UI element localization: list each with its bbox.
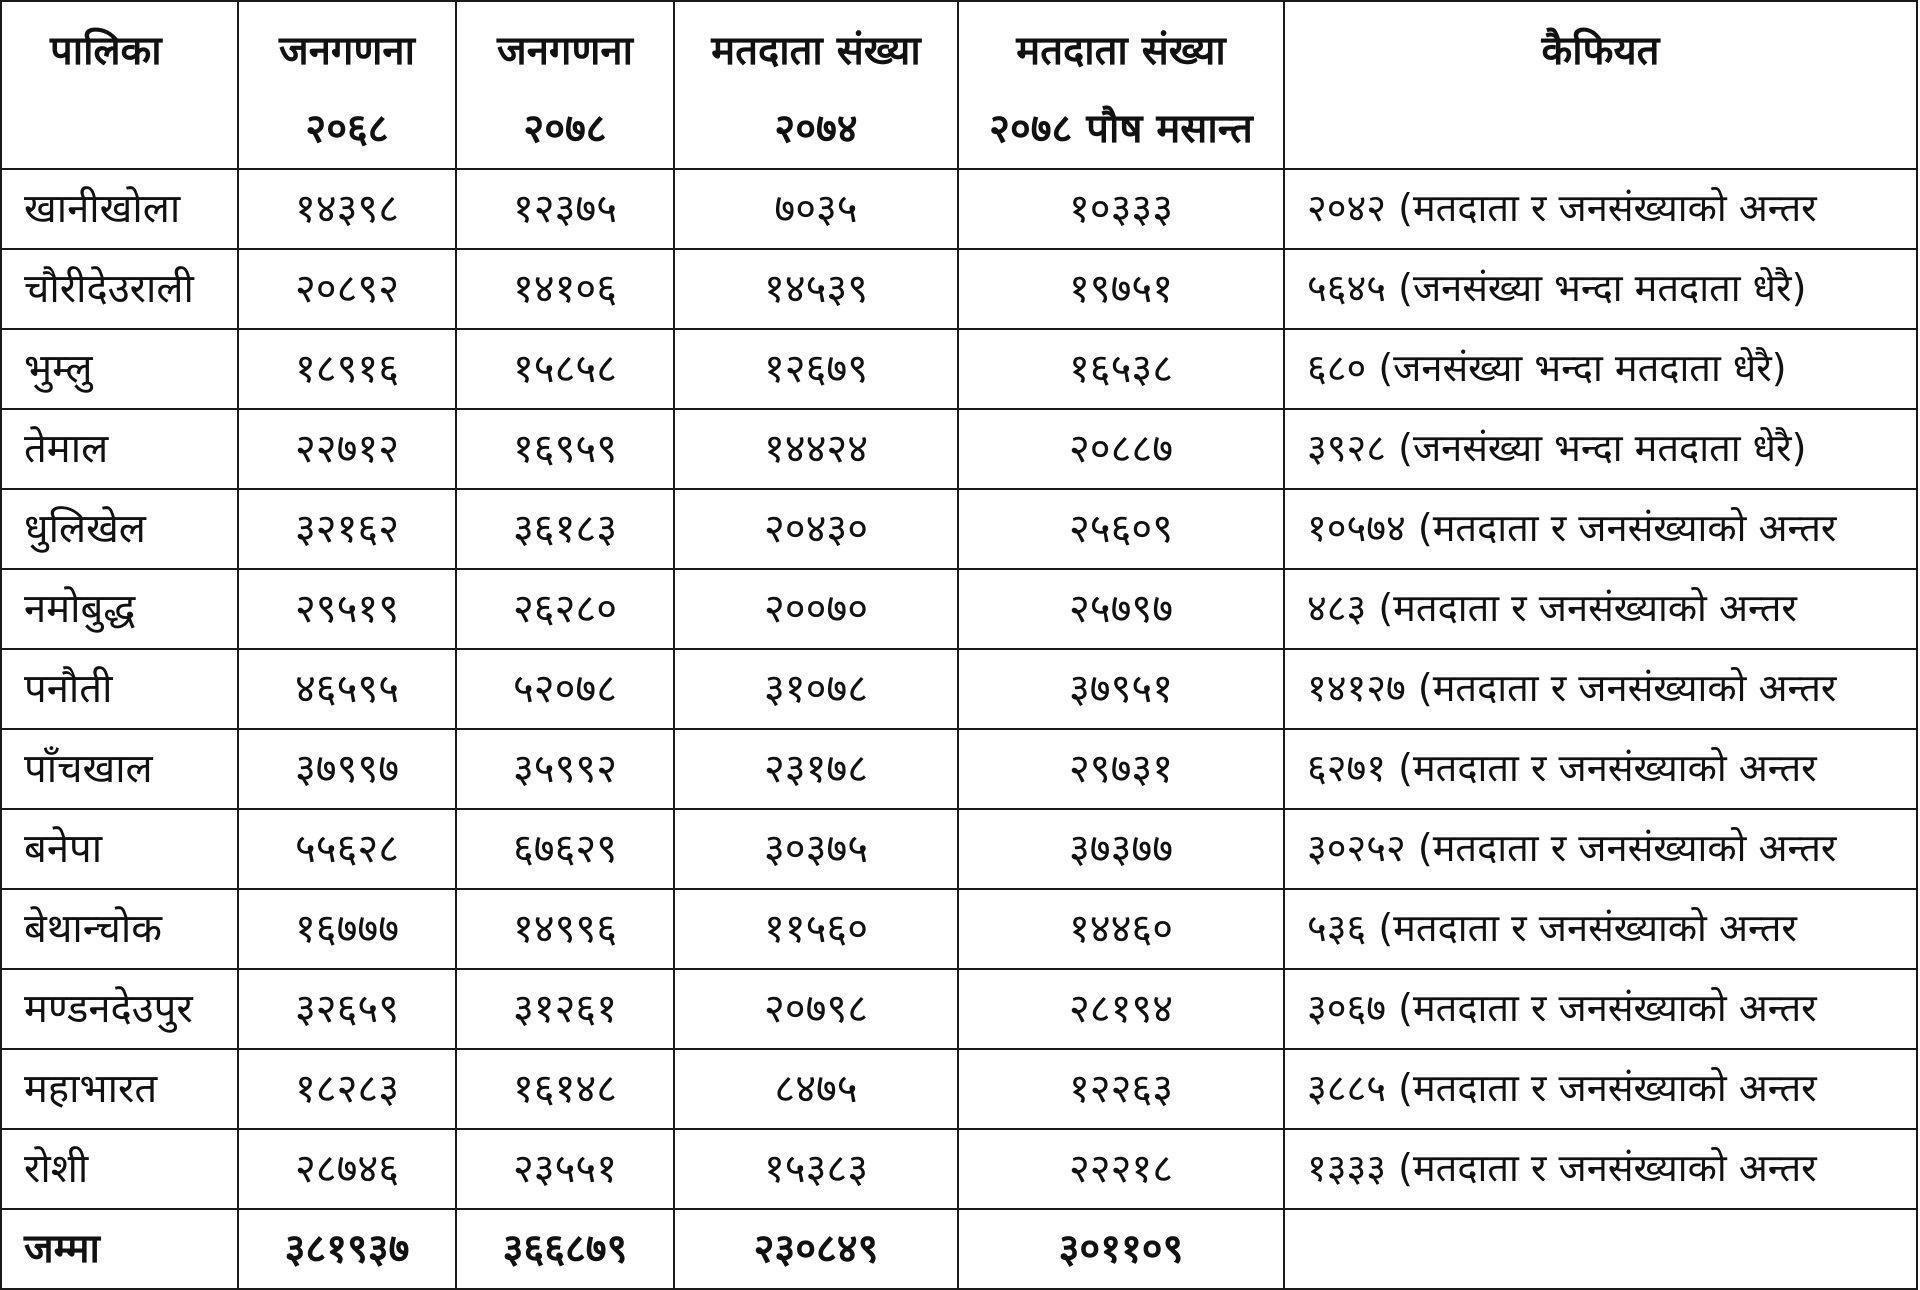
cell-voters-2074: १२६७९ [674,329,958,409]
cell-remarks: ३९२८ (जनसंख्या भन्दा मतदाता धेरै) [1284,409,1917,489]
cell-remarks: ३०६७ (मतदाता र जनसंख्याको अन्तर [1284,969,1917,1049]
cell-census-2078: १४१०६ [456,249,674,329]
table-header [1,1,1917,169]
cell-remarks: १४१२७ (मतदाता र जनसंख्याको अन्तर [1284,649,1917,729]
table-row [1,569,1917,649]
table-row [1,169,1917,249]
cell-census-2068: १८२८३ [238,1049,456,1129]
cell-remarks: ५६४५ (जनसंख्या भन्दा मतदाता धेरै) [1284,249,1917,329]
cell-voters-2074: २००७० [674,569,958,649]
cell-census-2078: १५८५८ [456,329,674,409]
cell-voters-2074: १४४२४ [674,409,958,489]
cell-voters-2074: ३०३७५ [674,809,958,889]
cell-voters-2078: ३७३७७ [958,809,1284,889]
total-row [1,1209,1917,1289]
cell-palika: महाभारत [1,1049,238,1129]
total-census-2078: ३६६८७९ [456,1209,674,1289]
header-voters-2078-line2: २०७८ पौष मसान्त [989,106,1253,152]
cell-voters-2074: २०७९८ [674,969,958,1049]
header-census-2068 [238,1,456,169]
cell-voters-2078: १९७५१ [958,249,1284,329]
cell-voters-2074: ८४७५ [674,1049,958,1129]
cell-voters-2074: १५३८३ [674,1129,958,1209]
total-voters-2078: ३०११०९ [958,1209,1284,1289]
cell-remarks: ६८० (जनसंख्या भन्दा मतदाता धेरै) [1284,329,1917,409]
cell-census-2068: १८९१६ [238,329,456,409]
cell-palika: नमोबुद्ध [1,569,238,649]
cell-census-2078: ३६१८३ [456,489,674,569]
total-label: जम्मा [1,1209,238,1289]
header-voters-2078-line1: मतदाता संख्या [1016,28,1226,74]
table-row [1,1129,1917,1209]
cell-voters-2078: १२२६३ [958,1049,1284,1129]
table-row [1,249,1917,329]
header-voters-2078 [958,1,1284,169]
cell-voters-2074: ७०३५ [674,169,958,249]
cell-palika: तेमाल [1,409,238,489]
cell-remarks: ३०२५२ (मतदाता र जनसंख्याको अन्तर [1284,809,1917,889]
cell-palika: बेथान्चोक [1,889,238,969]
header-voters-2074 [674,1,958,169]
cell-remarks: ३८८५ (मतदाता र जनसंख्याको अन्तर [1284,1049,1917,1129]
cell-census-2078: १६१४८ [456,1049,674,1129]
cell-palika: बनेपा [1,809,238,889]
cell-voters-2078: २२२१८ [958,1129,1284,1209]
cell-voters-2078: २०८८७ [958,409,1284,489]
cell-voters-2078: १४४६० [958,889,1284,969]
cell-remarks: १३३३ (मतदाता र जनसंख्याको अन्तर [1284,1129,1917,1209]
cell-voters-2078: २५६०९ [958,489,1284,569]
cell-palika: भुम्लु [1,329,238,409]
table-row [1,649,1917,729]
cell-census-2068: २०८९२ [238,249,456,329]
table-row [1,729,1917,809]
cell-census-2078: ५२०७८ [456,649,674,729]
cell-census-2078: ३१२६१ [456,969,674,1049]
header-palika: पालिका [1,1,238,169]
cell-palika: धुलिखेल [1,489,238,569]
cell-palika: पनौती [1,649,238,729]
table-row [1,969,1917,1049]
cell-census-2068: ४६५९५ [238,649,456,729]
header-voters-2074-line1: मतदाता संख्या [711,28,921,74]
table-row [1,1049,1917,1129]
cell-palika: पाँचखाल [1,729,238,809]
table-row [1,889,1917,969]
cell-palika: खानीखोला [1,169,238,249]
cell-palika: चौरीदेउराली [1,249,238,329]
header-row [1,1,1917,169]
cell-census-2068: ३२६५९ [238,969,456,1049]
cell-palika: मण्डनदेउपुर [1,969,238,1049]
cell-census-2078: २३५५१ [456,1129,674,1209]
cell-census-2068: २८७४६ [238,1129,456,1209]
cell-remarks: ५३६ (मतदाता र जनसंख्याको अन्तर [1284,889,1917,969]
cell-voters-2074: ३१०७८ [674,649,958,729]
cell-census-2078: ३५९९२ [456,729,674,809]
cell-census-2068: १४३९८ [238,169,456,249]
cell-voters-2074: ११५६० [674,889,958,969]
header-census-2078-line2: २०७८ [523,106,607,152]
header-census-2068-line2: २०६८ [305,106,389,152]
cell-remarks: २०४२ (मतदाता र जनसंख्याको अन्तर [1284,169,1917,249]
cell-remarks: ६२७१ (मतदाता र जनसंख्याको अन्तर [1284,729,1917,809]
cell-voters-2078: १६५३८ [958,329,1284,409]
header-census-2078 [456,1,674,169]
cell-census-2068: ३२१६२ [238,489,456,569]
cell-census-2068: २२७१२ [238,409,456,489]
cell-census-2078: १४९९६ [456,889,674,969]
cell-voters-2074: १४५३९ [674,249,958,329]
cell-voters-2078: २९७३१ [958,729,1284,809]
cell-voters-2078: ३७९५१ [958,649,1284,729]
cell-voters-2078: २८१९४ [958,969,1284,1049]
cell-remarks: १०५७४ (मतदाता र जनसंख्याको अन्तर [1284,489,1917,569]
total-remarks [1284,1209,1917,1289]
cell-voters-2078: १०३३३ [958,169,1284,249]
cell-census-2068: ५५६२८ [238,809,456,889]
header-census-2068-line1: जनगणना [279,28,415,74]
cell-voters-2074: २३१७८ [674,729,958,809]
header-remarks: कैफियत [1284,1,1917,169]
cell-palika: रोशी [1,1129,238,1209]
total-census-2068: ३८१९३७ [238,1209,456,1289]
cell-census-2068: १६७७७ [238,889,456,969]
cell-census-2078: ६७६२९ [456,809,674,889]
cell-voters-2074: २०४३० [674,489,958,569]
cell-remarks: ४८३ (मतदाता र जनसंख्याको अन्तर [1284,569,1917,649]
header-census-2078-line1: जनगणना [497,28,633,74]
cell-census-2078: १६९५९ [456,409,674,489]
cell-census-2078: १२३७५ [456,169,674,249]
table-row [1,329,1917,409]
total-voters-2074: २३०८४९ [674,1209,958,1289]
table-row [1,489,1917,569]
cell-voters-2078: २५७९७ [958,569,1284,649]
cell-census-2068: ३७९९७ [238,729,456,809]
cell-census-2078: २६२८० [456,569,674,649]
table-body [1,169,1917,1289]
table-row [1,409,1917,489]
header-voters-2074-line2: २०७४ [774,106,858,152]
table-row [1,809,1917,889]
cell-census-2068: २९५१९ [238,569,456,649]
